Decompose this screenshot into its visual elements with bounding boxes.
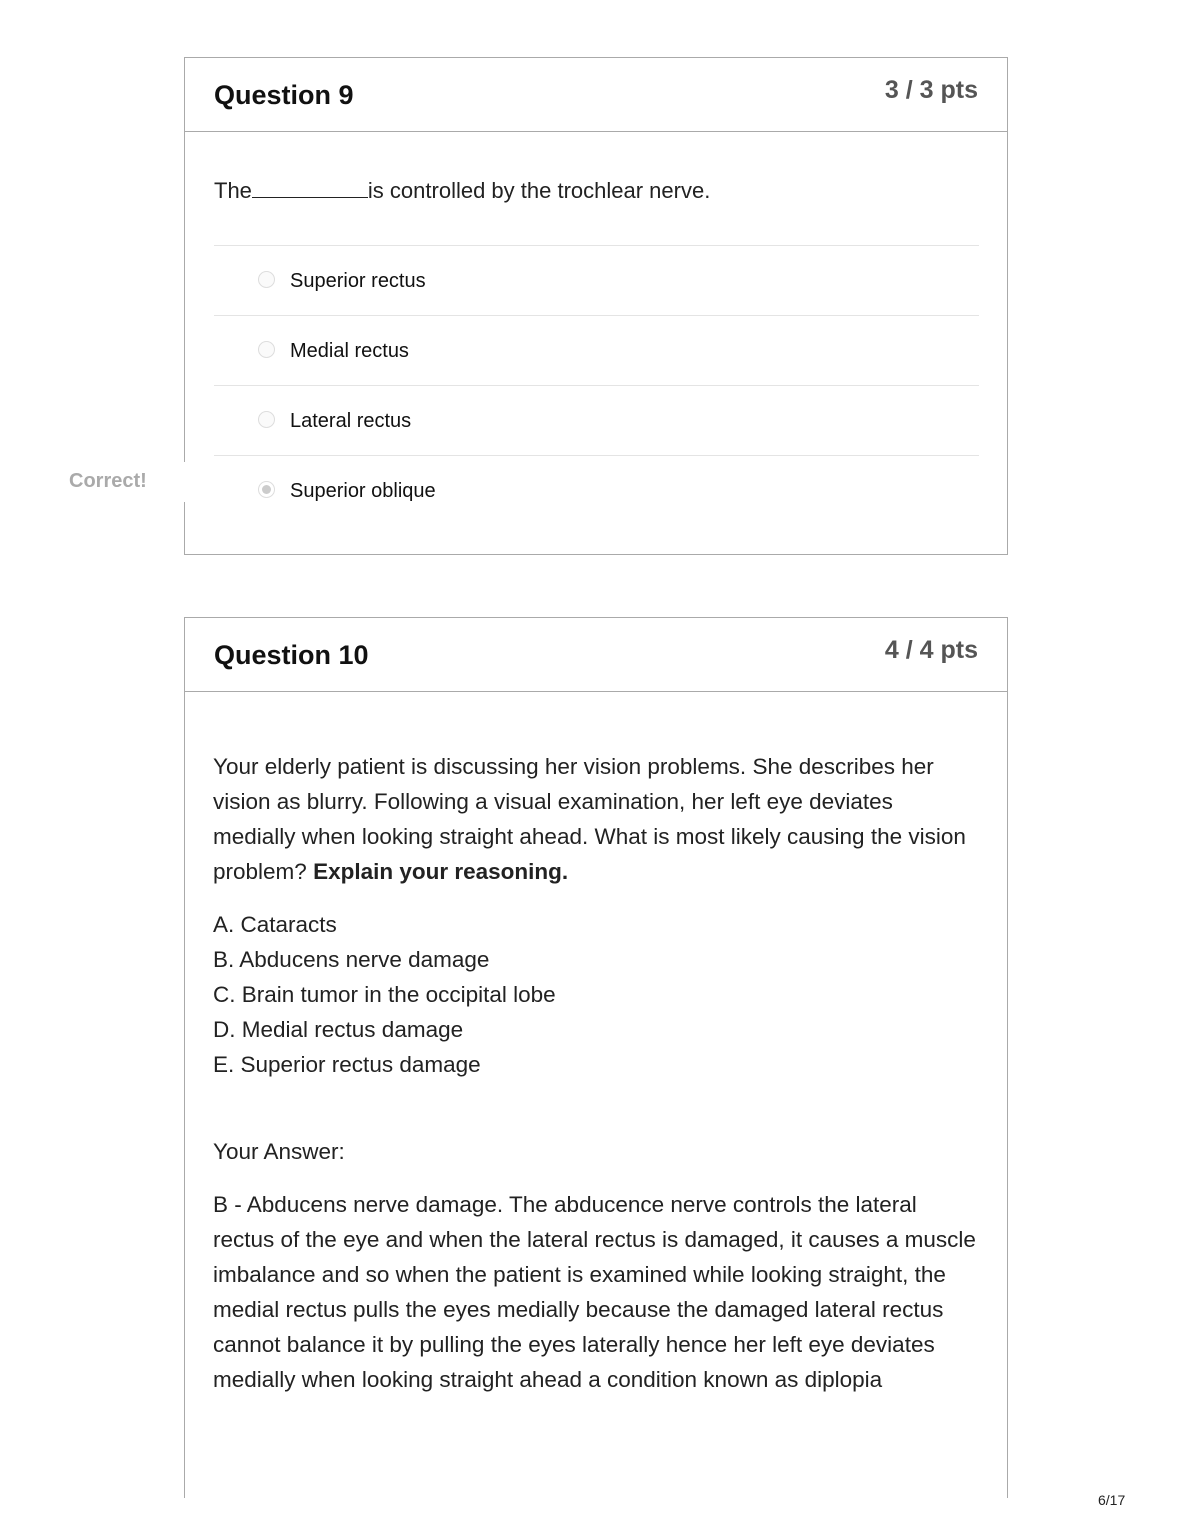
radio-icon[interactable] bbox=[258, 271, 275, 288]
question-text bbox=[214, 178, 710, 204]
question-9-card bbox=[184, 57, 1008, 555]
answer-label: Superior rectus bbox=[290, 270, 426, 292]
correct-feedback: Correct! bbox=[69, 470, 147, 492]
option-item: C. Brain tumor in the occipital lobe bbox=[213, 982, 556, 1007]
option-item: D. Medial rectus damage bbox=[213, 1017, 464, 1042]
question-header bbox=[185, 618, 1007, 692]
radio-icon[interactable] bbox=[258, 341, 275, 358]
answer-text: B - Abducens nerve damage. The abducence nerve controls the lateral rectus of the eye and when the lateral rectus is damaged, it causes a muscle imbalance and so when the patient is examined while looking straight, the medial rectus pulls the eyes medially because the damaged lateral rectus cannot balance it by pulling the eyes laterally hence her left eye deviates medially when looking straight ahead a condition known as diplopia bbox=[213, 1192, 976, 1392]
radio-icon[interactable] bbox=[258, 411, 275, 428]
text-after: is controlled by the trochlear nerve. bbox=[367, 178, 711, 203]
question-title: Question 9 bbox=[214, 80, 354, 110]
border-gap bbox=[180, 462, 188, 502]
option-item: E. Superior rectus damage bbox=[213, 1052, 481, 1077]
question-points: 4 / 4 pts bbox=[884, 636, 978, 664]
answer-option-selected[interactable] bbox=[214, 455, 979, 526]
question-header bbox=[185, 58, 1007, 132]
question-emphasis: Explain your reasoning. bbox=[313, 859, 569, 884]
question-title: Question 10 bbox=[214, 640, 369, 670]
option-item: B. Abducens nerve damage bbox=[213, 947, 490, 972]
answer-label: Medial rectus bbox=[290, 340, 409, 362]
page-number: 6/17 bbox=[1098, 1492, 1126, 1508]
option-item: A. Cataracts bbox=[213, 912, 337, 937]
radio-selected-icon[interactable] bbox=[258, 481, 275, 498]
question-points: 3 / 3 pts bbox=[884, 76, 978, 104]
answer-option[interactable] bbox=[214, 385, 979, 456]
question-text bbox=[213, 749, 973, 889]
text-before: The bbox=[214, 178, 252, 203]
answer-label: Superior oblique bbox=[290, 480, 436, 502]
question-body: Your elderly patient is discussing her vision problems. She describes her vision as blurry. Following a visual examination, her left eye deviates medially when looking straight ahead. What is most likely causing the vision problem? bbox=[213, 754, 966, 884]
your-answer-label: Your Answer: bbox=[213, 1139, 345, 1164]
answer-option[interactable] bbox=[214, 245, 979, 316]
answer-label: Lateral rectus bbox=[290, 410, 412, 432]
answer-option[interactable] bbox=[214, 315, 979, 386]
fill-blank bbox=[252, 179, 368, 198]
options-list bbox=[213, 907, 983, 1082]
